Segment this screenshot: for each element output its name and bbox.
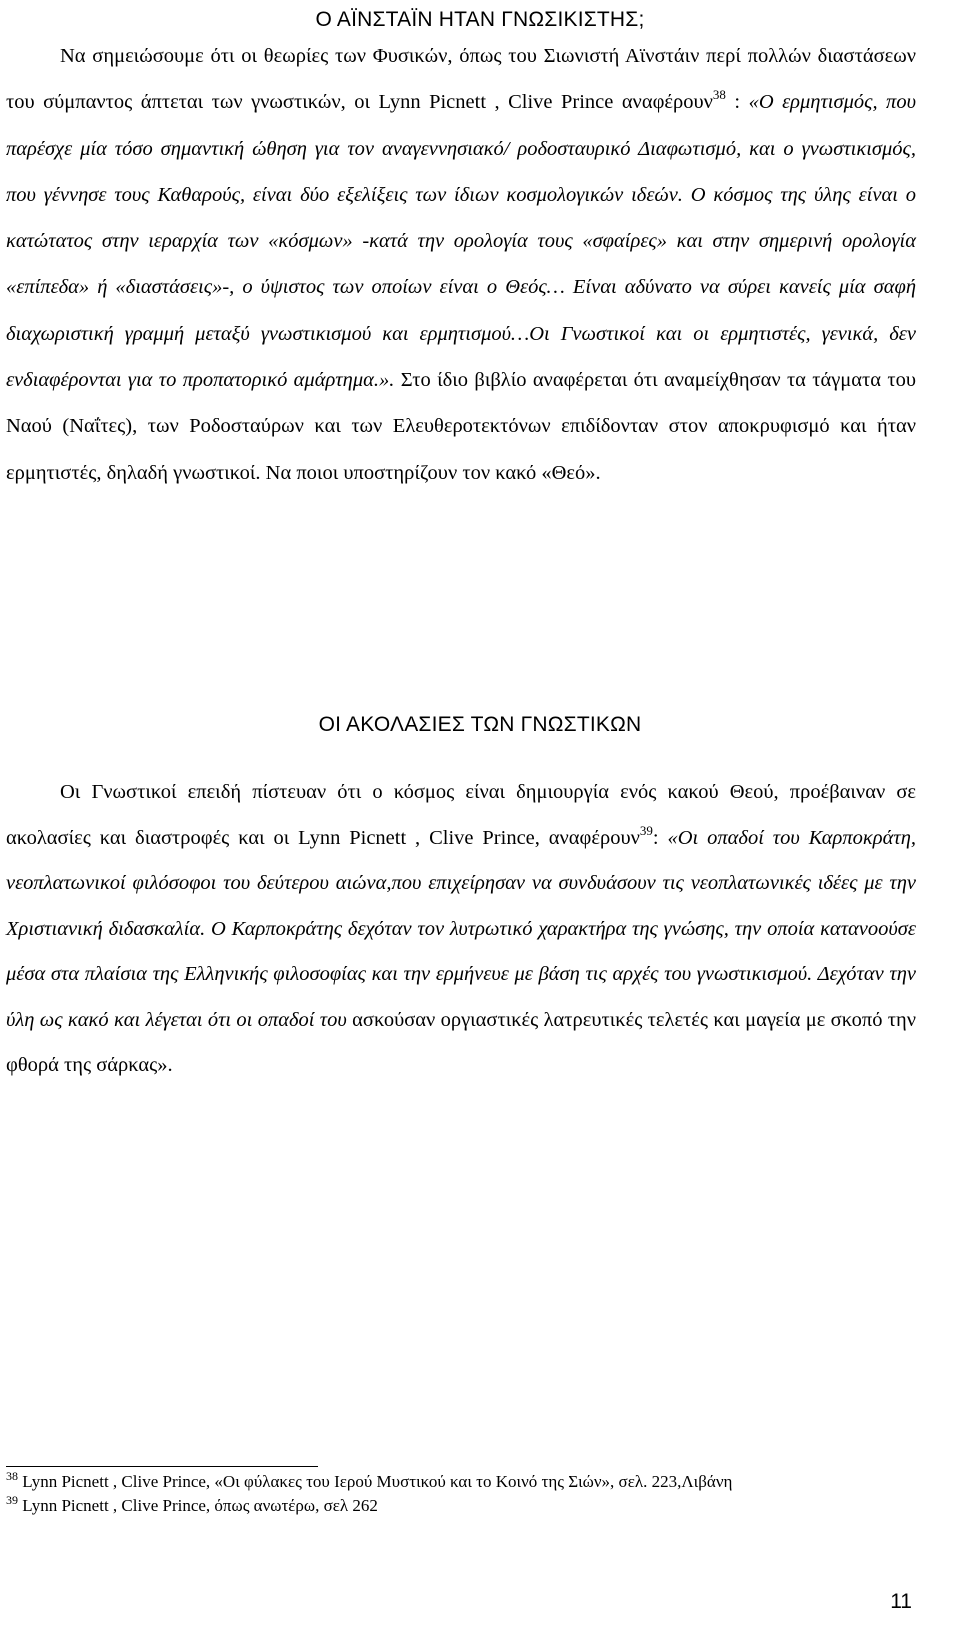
footnote-reference[interactable]: 39 <box>639 822 653 838</box>
section-heading-debauchery: ΟΙ ΑΚΟΛΑΣΙΕΣ ΤΩΝ ΓΝΩΣΤΙΚΩΝ <box>318 713 642 736</box>
footnote-text: Lynn Picnett , Clive Prince, όπως ανωτέρω, σελ 262 <box>18 1496 378 1515</box>
footnote-text: Lynn Picnett , Clive Prince, «Οι φύλακες του Ιερού Μυστικού και το Κοινό της Σιών», σελ. 223,Λιβάνη <box>18 1472 733 1491</box>
quoted-text: «Ο ερμητισμός, που παρέσχε μία τόσο σημαντική ώθηση για τον αναγεννησιακό/ ροδοσταυρικό Διαφωτισμό, και ο γνωστικισμός, που γέννησε τους Καθαρούς, είναι δύο εξελίξεις των ίδιων κοσμολογικών ιδεών. Ο κόσμος της ύλης είναι ο κατώτατος στην ιεραρχία των «κόσμων» -κατά την ορολογία τους «σφαίρες» και στην σημερινή ορολογία «επίπεδα» ή «διαστάσεις»-, ο ύψιστος των οποίων είναι ο Θεός… Είναι αδύνατο να σύρει κανείς μία σαφή διαχωριστική γραμμή μεταξύ γνωστικισμού και ερμητισμού…Οι Γνωστικοί και οι ερμητιστές, γενικά, δεν ενδιαφέρονται για το προπατορικό αμάρτημα.». <box>6 91 916 392</box>
section-heading-einstein: Ο ΑΪΝΣΤΑΪΝ ΗΤΑΝ ΓΝΩΣΙΚΙΣΤΗΣ; <box>315 8 645 31</box>
footnote-separator <box>6 1466 318 1467</box>
paragraph-text: ασκούσαν οργιαστικές λατρευτικές τελετές και μαγεία με σκοπό την φθορά της σάρκας». <box>6 1008 917 1076</box>
footnote-number: 38 <box>6 1469 18 1483</box>
footnote-reference[interactable]: 38 <box>712 87 726 103</box>
footnote-number: 39 <box>6 1493 18 1507</box>
footnotes <box>6 1470 916 1518</box>
paragraph-text: Οι Γνωστικοί επειδή πίστευαν ότι ο κόσμος είναι δημιουργία ενός κακού Θεού, προέβαιναν σε ακολασίες και διαστροφές και οι Lynn Picnett , Clive Prince, αναφέρουν <box>6 781 916 849</box>
paragraph-carpocrates <box>6 770 916 1089</box>
paragraph-text: Στο ίδιο βιβλίο αναφέρεται ότι αναμείχθησαν τα τάγματα του Ναού (Ναΐτες), των Ροδοσταύρων και των Ελευθεροτεκτόνων επιδίδονταν στον αποκρυφισμό και ήταν ερμητιστές, δηλαδή γνωστικοί. Να ποιοι υποστηρίζουν τον κακό «Θεό». <box>6 369 916 484</box>
paragraph-einstein-gnosticism <box>6 33 916 496</box>
footnote-39 <box>6 1494 916 1518</box>
quoted-text: «Οι οπαδοί του Καρποκράτη, νεοπλατωνικοί φιλόσοφοι του δεύτερου αιώνα,που επιχείρησαν να συνδυάσουν τις νεοπλατωνικές ιδέες με την Χριστιανική διδασκαλία. Ο Καρποκράτης δεχόταν τον λυτρωτικό χαρακτήρα της γνώσης, την οποία κατανοούσε μέσα στα πλαίσια της Ελληνικής φιλοσοφίας και την ερμήνευε με βάση τις αρχές του γνωστικισμού. Δεχόταν την ύλη ως κακό και λέγεται ότι οι οπαδοί του <box>6 826 916 1031</box>
footnote-38 <box>6 1470 916 1494</box>
page-number: 11 <box>890 1590 912 1613</box>
paragraph-text: Να σημειώσουμε ότι οι θεωρίες των Φυσικών, όπως του Σιωνιστή Αϊνστάιν περί πολλών διαστάσεων του σύμπαντος άπτεται των γνωστικών, οι Lynn Picnett , Clive Prince αναφέρουν <box>6 45 916 114</box>
paragraph-text: : <box>725 91 749 114</box>
paragraph-text: : <box>652 826 668 849</box>
